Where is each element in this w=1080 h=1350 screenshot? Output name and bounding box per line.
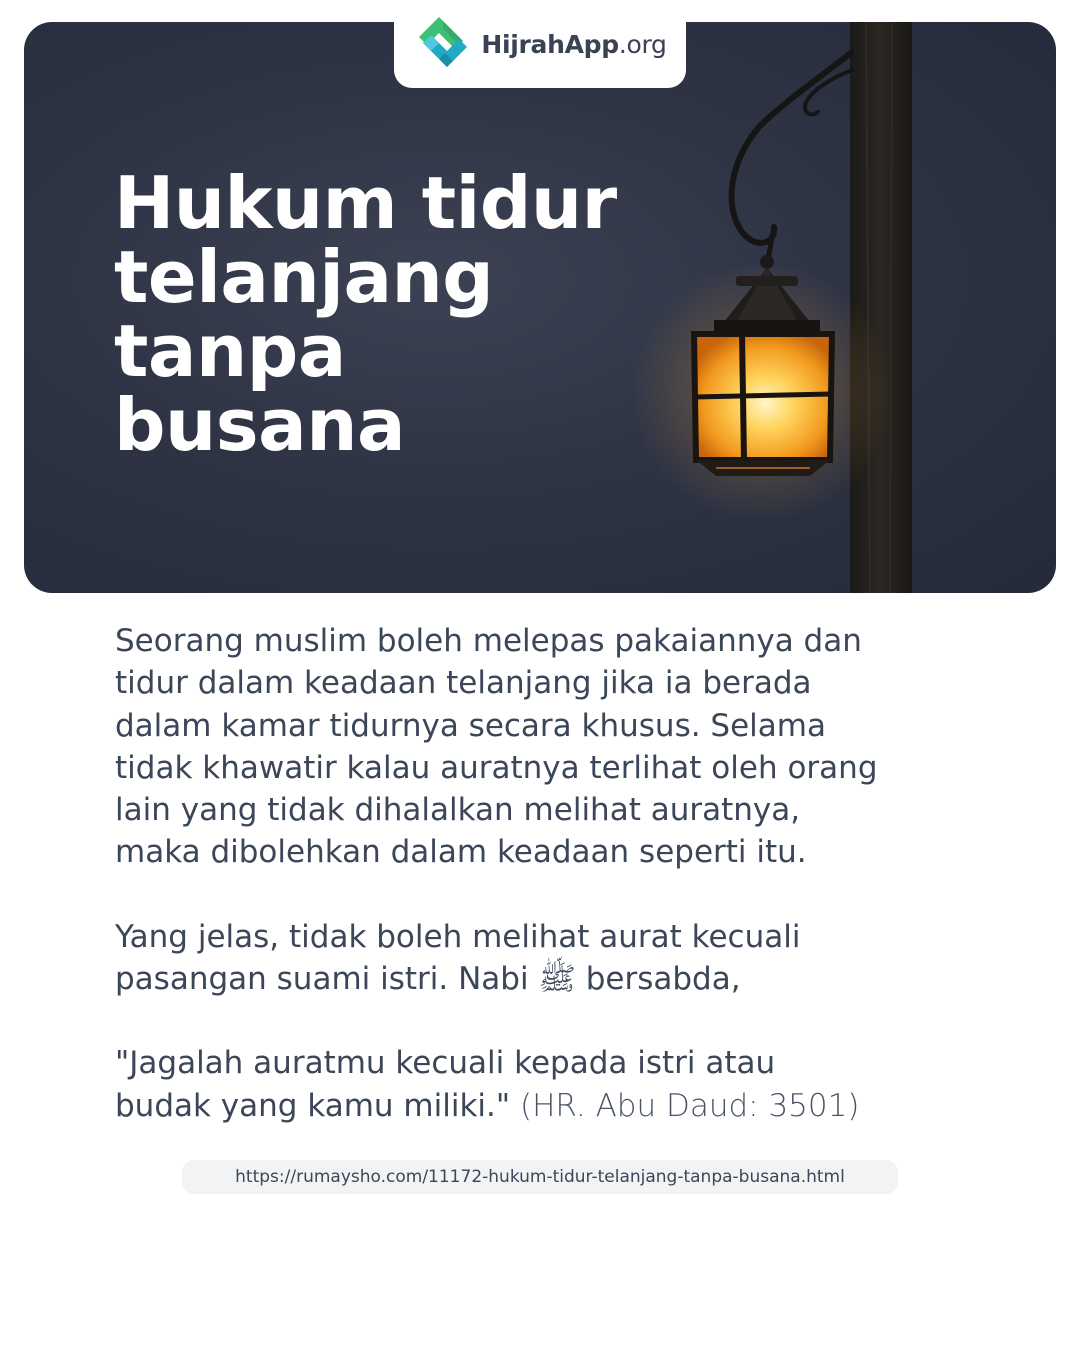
paragraph-spacer: [115, 874, 975, 916]
source-link[interactable]: https://rumaysho.com/11172-hukum-tidur-telanjang-tanpa-busana.html: [182, 1160, 898, 1194]
brand-name: HijrahApp.org: [481, 29, 667, 59]
article-body: [115, 620, 975, 1127]
paragraph-spacer: [115, 1000, 975, 1042]
title-line-4: busana: [114, 383, 406, 467]
title-line-3: tanpa: [114, 309, 346, 393]
hijrah-logo-icon: [413, 13, 473, 75]
hero-card: [24, 22, 1056, 593]
brand-logo[interactable]: [394, 0, 686, 88]
title-line-2: telanjang: [114, 235, 494, 319]
hadith-citation: (HR. Abu Daud: 3501): [520, 1087, 860, 1124]
paragraph-1: Seorang muslim boleh melepas pakaiannya dan tidur dalam keadaan telanjang jika ia berada dalam kamar tidurnya secara khusus. Selama tidak khawatir kalau auratnya terlihat oleh orang lain yang tidak dihalalkan melihat auratnya, maka dibolehkan dalam keadaan seperti itu.: [115, 623, 878, 871]
page-title: [114, 161, 674, 467]
hadith-quote: "Jagalah auratmu kecuali kepada istri atau budak yang kamu miliki." (HR. Abu Daud: 3501): [115, 1045, 860, 1124]
title-line-1: Hukum tidur: [114, 161, 617, 245]
paragraph-2: Yang jelas, tidak boleh melihat aurat kecuali pasangan suami istri. Nabi ﷺ bersabda,: [115, 918, 801, 998]
